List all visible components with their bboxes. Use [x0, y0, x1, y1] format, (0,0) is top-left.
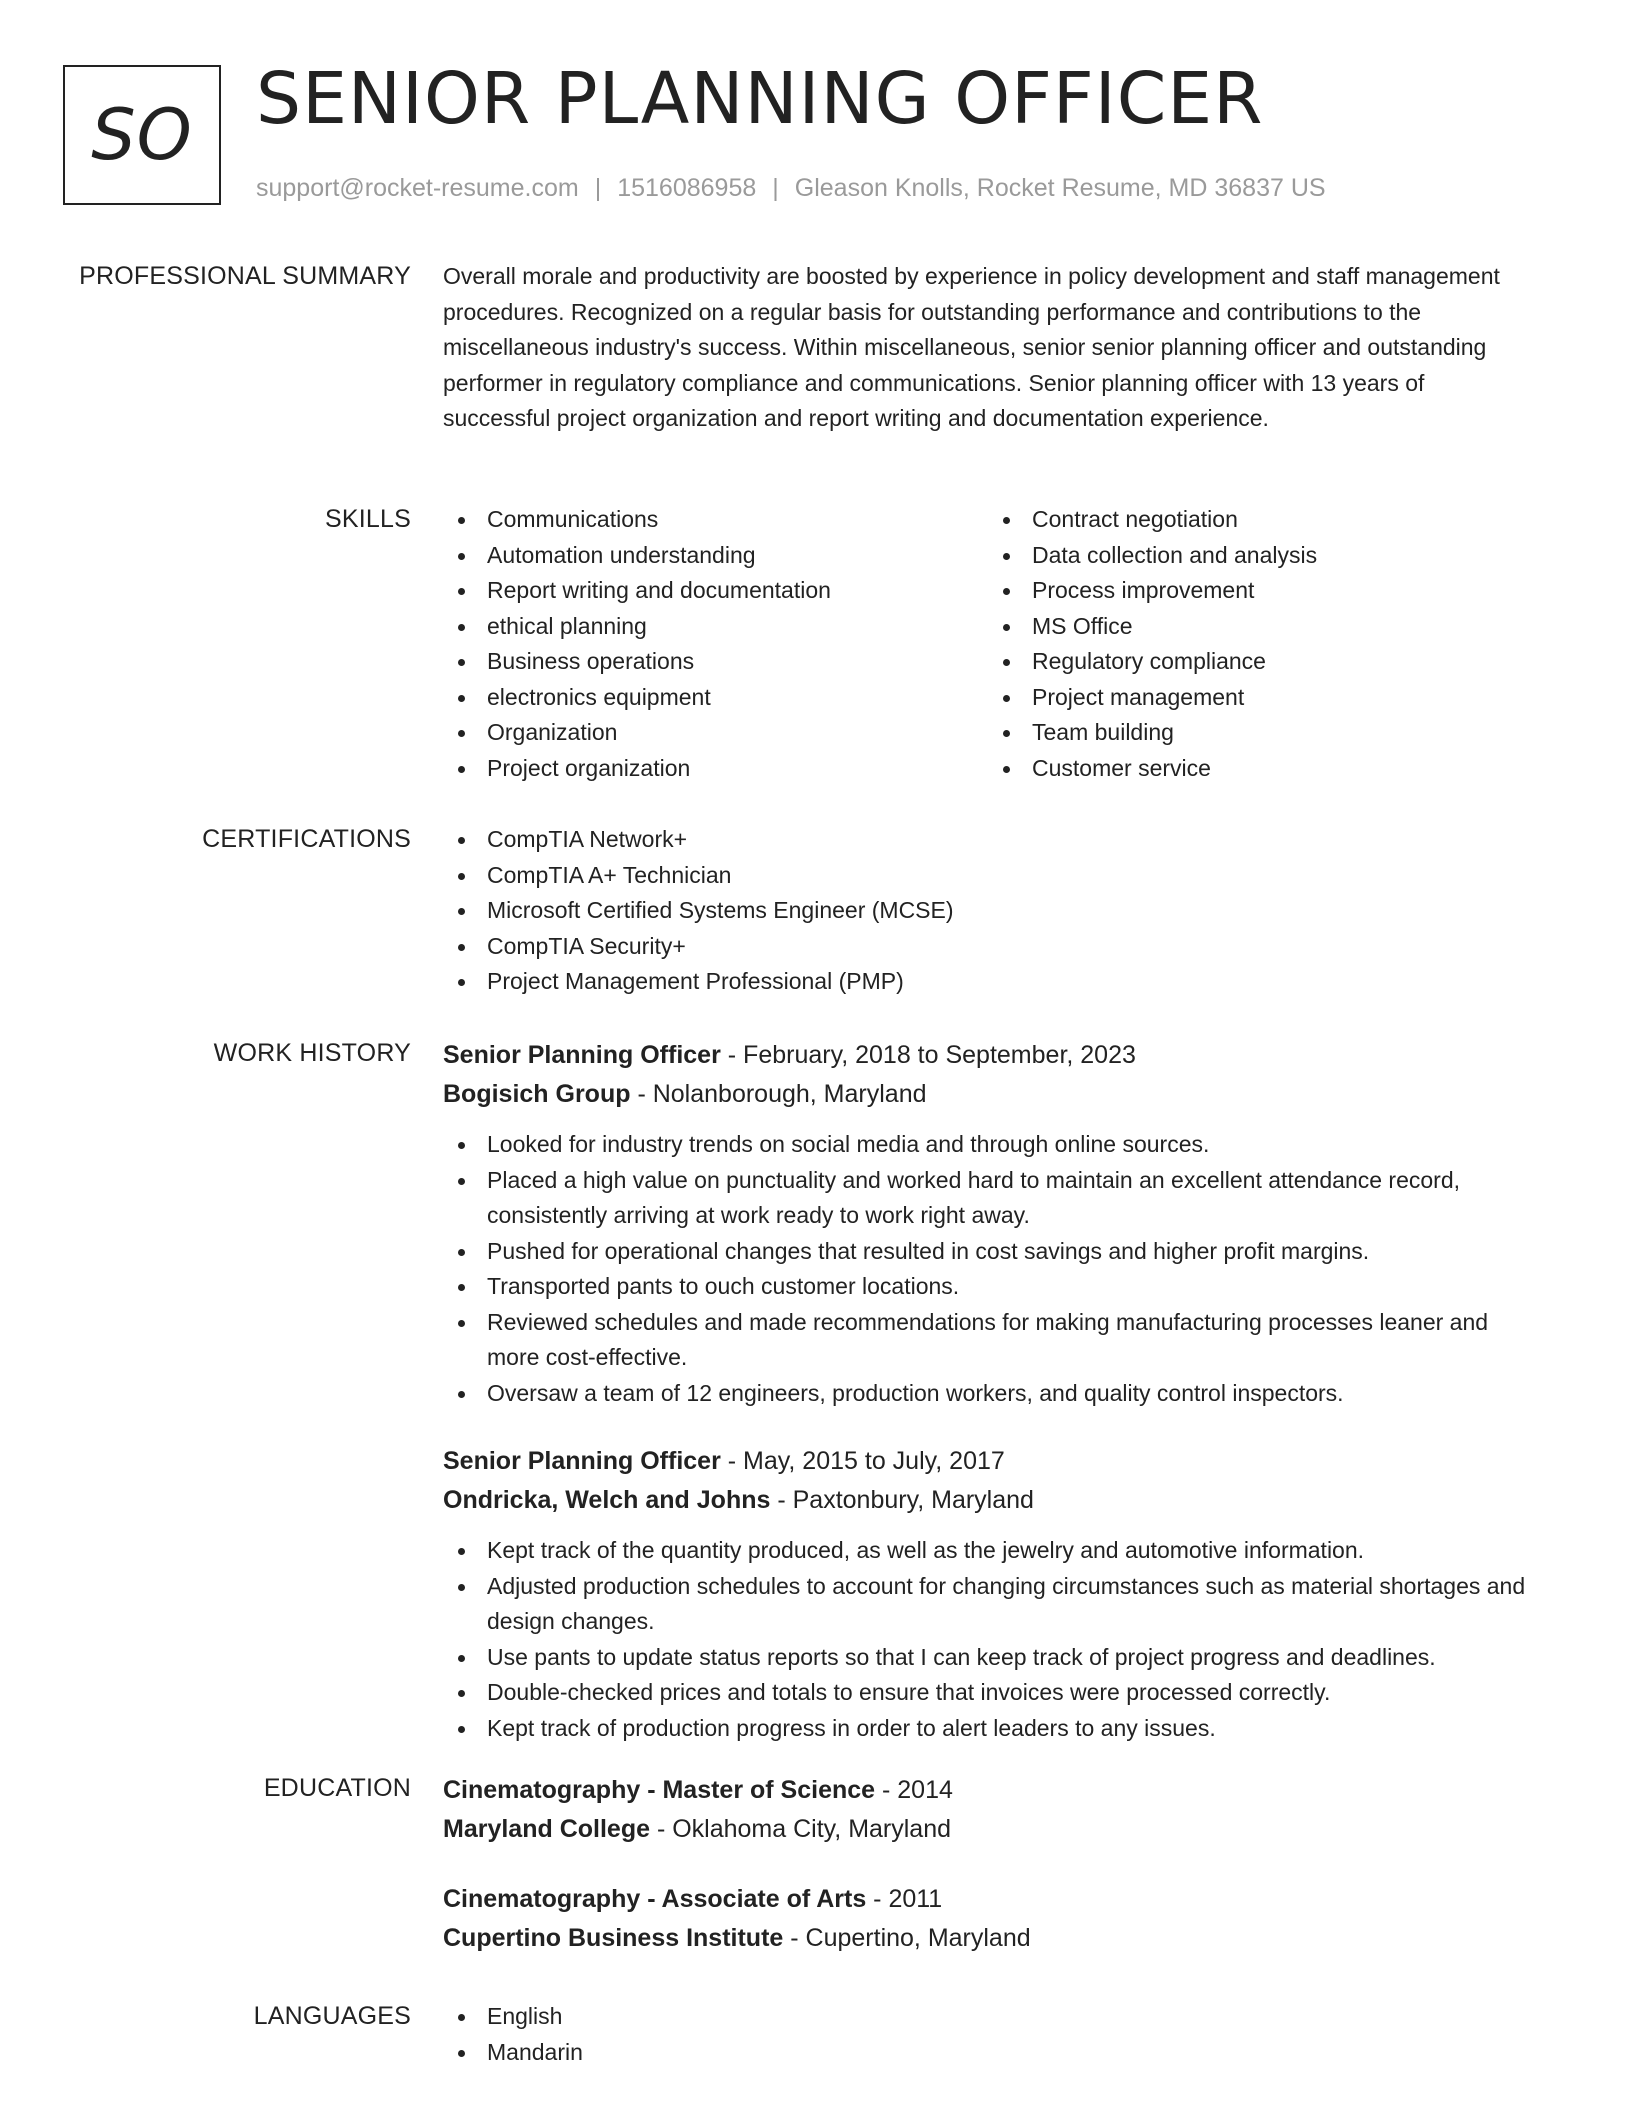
language-item: English	[443, 1999, 1533, 2035]
skill-item: Project organization	[443, 751, 988, 787]
education-entry	[443, 1771, 1533, 1849]
skill-item: Process improvement	[988, 573, 1533, 609]
job-duty: Double-checked prices and totals to ensure that invoices were processed correctly.	[443, 1675, 1533, 1711]
monogram-badge: SO	[63, 65, 221, 205]
skills-body	[443, 502, 1533, 786]
candidate-name: SENIOR PLANNING OFFICER	[256, 57, 1264, 140]
skill-item: ethical planning	[443, 609, 988, 645]
job-duty: Pushed for operational changes that resulted in cost savings and higher profit margins.	[443, 1234, 1533, 1270]
skill-item: Communications	[443, 502, 988, 538]
job-entry	[443, 1442, 1533, 1746]
skill-item: Data collection and analysis	[988, 538, 1533, 574]
job-company-line	[443, 1075, 1533, 1114]
contact-separator: |	[594, 174, 602, 202]
education-year: - 2011	[866, 1885, 943, 1913]
job-dates: - February, 2018 to September, 2023	[720, 1041, 1136, 1069]
certification-item: Project Management Professional (PMP)	[443, 964, 1533, 1000]
education-location: - Cupertino, Maryland	[783, 1924, 1031, 1952]
skill-item: Report writing and documentation	[443, 573, 988, 609]
education-degree-line	[443, 1880, 1533, 1919]
job-duty: Use pants to update status reports so that I can keep track of project progress and deadlines.	[443, 1640, 1533, 1676]
education-location: - Oklahoma City, Maryland	[650, 1815, 952, 1843]
summary-text: Overall morale and productivity are boosted by experience in policy development and staff management procedures. Recognized on a regular basis for outstanding performance and contributions to the miscellaneous industry's success. Within miscellaneous, senior senior planning officer and outstanding performer in regulatory compliance and communications. Senior planning officer with 13 years of successful project organization and report writing and documentation experience.	[443, 263, 1500, 431]
summary-heading: PROFESSIONAL SUMMARY	[79, 262, 411, 290]
certifications-list	[443, 822, 1533, 1000]
job-duties-list	[443, 1127, 1533, 1411]
skill-item: Project management	[988, 680, 1533, 716]
work-history-body	[443, 1036, 1533, 1741]
job-title: Senior Planning Officer	[443, 1041, 721, 1069]
skills-list-left	[443, 502, 988, 786]
job-company-line	[443, 1481, 1533, 1520]
education-heading: EDUCATION	[263, 1774, 411, 1802]
job-title-line	[443, 1036, 1533, 1075]
job-title: Senior Planning Officer	[443, 1447, 721, 1475]
contact-address: Gleason Knolls, Rocket Resume, MD 36837 US	[794, 174, 1326, 202]
job-company: Ondricka, Welch and Johns	[443, 1486, 771, 1514]
job-entry	[443, 1036, 1533, 1411]
certification-item: CompTIA Security+	[443, 929, 1533, 965]
education-entry	[443, 1880, 1533, 1958]
job-duty: Oversaw a team of 12 engineers, production workers, and quality control inspectors.	[443, 1376, 1533, 1412]
education-year: - 2014	[875, 1776, 953, 1804]
education-school: Maryland College	[443, 1815, 650, 1843]
education-school-line	[443, 1919, 1533, 1958]
language-item: Mandarin	[443, 2035, 1533, 2071]
certifications-body	[443, 822, 1533, 1000]
job-duty: Reviewed schedules and made recommendations for making manufacturing processes leaner and more cost-effective.	[443, 1305, 1533, 1376]
education-degree: Cinematography - Master of Science	[443, 1776, 876, 1804]
contact-email: support@rocket-resume.com	[256, 174, 579, 202]
skills-list-right	[988, 502, 1533, 786]
job-duty: Placed a high value on punctuality and worked hard to maintain an excellent attendance record, consistently arriving at work ready to work right away.	[443, 1163, 1533, 1234]
job-title-line	[443, 1442, 1533, 1481]
education-school: Cupertino Business Institute	[443, 1924, 784, 1952]
skill-item: Team building	[988, 715, 1533, 751]
skill-item: Contract negotiation	[988, 502, 1533, 538]
education-degree: Cinematography - Associate of Arts	[443, 1885, 867, 1913]
languages-heading: LANGUAGES	[253, 2002, 411, 2030]
skill-item: Automation understanding	[443, 538, 988, 574]
job-dates: - May, 2015 to July, 2017	[720, 1447, 1005, 1475]
contact-line	[256, 174, 1326, 203]
skill-item: MS Office	[988, 609, 1533, 645]
job-duty: Transported pants to ouch customer locations.	[443, 1269, 1533, 1305]
job-duty: Adjusted production schedules to account for changing circumstances such as material shortages and design changes.	[443, 1569, 1533, 1640]
contact-phone: 1516086958	[617, 174, 757, 202]
certification-item: Microsoft Certified Systems Engineer (MCSE)	[443, 893, 1533, 929]
job-duties-list	[443, 1533, 1533, 1746]
certification-item: CompTIA A+ Technician	[443, 858, 1533, 894]
education-body	[443, 1771, 1533, 1952]
skill-item: Business operations	[443, 644, 988, 680]
job-company: Bogisich Group	[443, 1080, 631, 1108]
job-duty: Kept track of the quantity produced, as well as the jewelry and automotive information.	[443, 1533, 1533, 1569]
languages-body	[443, 1999, 1533, 2070]
skill-item: Organization	[443, 715, 988, 751]
skills-heading: SKILLS	[325, 505, 411, 533]
skill-item: Customer service	[988, 751, 1533, 787]
languages-list	[443, 1999, 1533, 2070]
education-school-line	[443, 1810, 1533, 1849]
education-degree-line	[443, 1771, 1533, 1810]
certifications-heading: CERTIFICATIONS	[202, 825, 411, 853]
summary-body	[443, 259, 1533, 437]
certification-item: CompTIA Network+	[443, 822, 1533, 858]
job-duty: Looked for industry trends on social media and through online sources.	[443, 1127, 1533, 1163]
skill-item: Regulatory compliance	[988, 644, 1533, 680]
contact-separator: |	[772, 174, 779, 202]
job-duty: Kept track of production progress in order to alert leaders to any issues.	[443, 1711, 1533, 1747]
work-history-heading: WORK HISTORY	[213, 1039, 411, 1067]
job-location: - Nolanborough, Maryland	[630, 1080, 927, 1108]
skill-item: electronics equipment	[443, 680, 988, 716]
job-location: - Paxtonbury, Maryland	[770, 1486, 1034, 1514]
